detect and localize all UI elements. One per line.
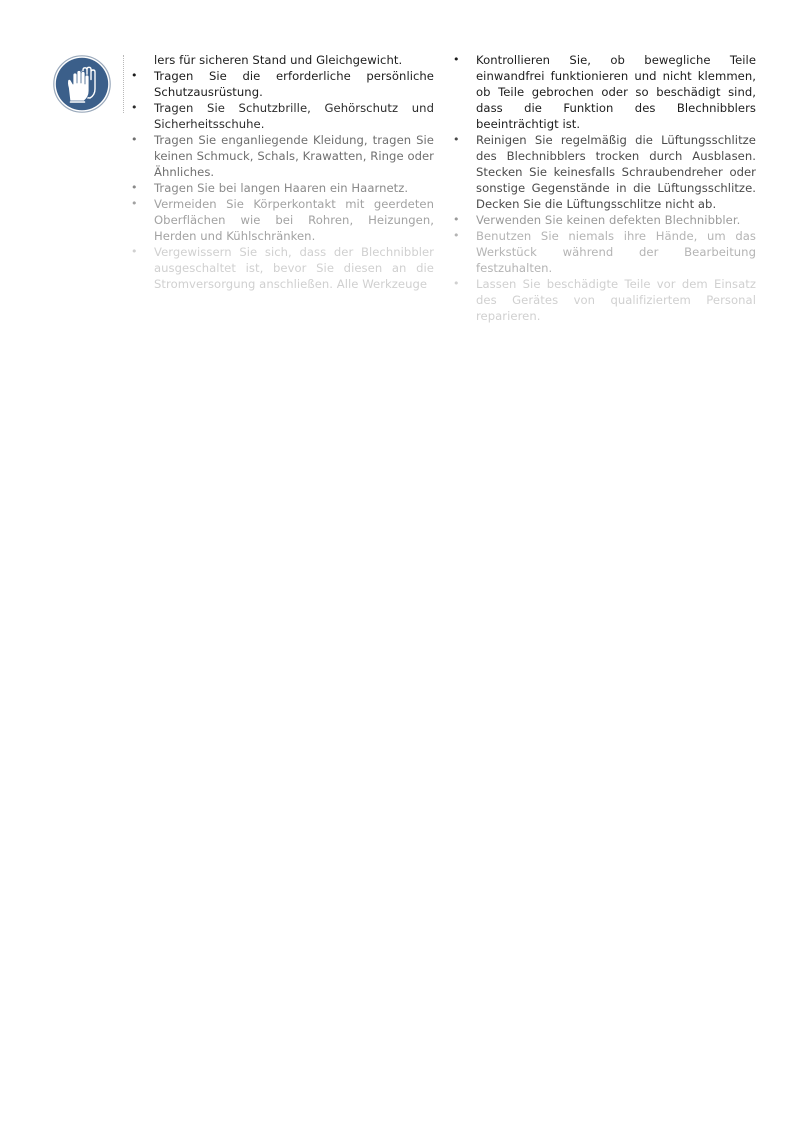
list-item-text: Vermeiden Sie Körperkontakt mit geerdeten Oberflächen wie bei Rohren, Heizungen, Herden und Kühlschränken. [154, 197, 434, 243]
list-item [154, 180, 434, 196]
left-column [154, 52, 434, 292]
list-item [154, 244, 434, 292]
list-item [476, 228, 756, 276]
list-item [476, 212, 756, 228]
list-item [154, 132, 434, 180]
list-item-text: Verwenden Sie keinen defekten Blechnibbler. [476, 213, 741, 227]
list-item-text: lers für sicheren Stand und Gleichgewicht. [154, 53, 403, 67]
list-item-text: Tragen Sie Schutzbrille, Gehörschutz und Sicherheitsschuhe. [154, 101, 434, 131]
list-item [476, 132, 756, 212]
list-item [476, 52, 756, 132]
list-item-text: Kontrollieren Sie, ob bewegliche Teile einwandfrei funktionieren und nicht klemmen, ob Teile gebrochen oder so beschädigt sind, dass die Funktion des Blechnibblers beeinträchtigt ist. [476, 53, 756, 131]
right-column [476, 52, 756, 324]
list-item-text: Tragen Sie enganliegende Kleidung, tragen Sie keinen Schmuck, Schals, Krawatten, Ringe oder Ähnliches. [154, 133, 434, 179]
list-item-text: Lassen Sie beschädigte Teile vor dem Einsatz des Gerätes von qualifiziertem Personal reparieren. [476, 277, 756, 323]
list-item [154, 68, 434, 100]
list-item-text: Reinigen Sie regelmäßig die Lüftungsschlitze des Blechnibblers trocken durch Ausblasen. Stecken Sie keinesfalls Schraubendreher oder sonstige Gegenstände in die Lüftungsschlitze. Decken Sie die Lüftungsschlitze nicht ab. [476, 133, 756, 211]
list-item-continuation [154, 52, 434, 68]
list-item-text: Tragen Sie die erforderliche persönliche Schutzausrüstung. [154, 69, 434, 99]
list-item [154, 196, 434, 244]
left-list [154, 52, 434, 292]
list-item [476, 276, 756, 324]
list-item-text: Vergewissern Sie sich, dass der Blechnibbler ausgeschaltet ist, bevor Sie diesen an die Stromversorgung anschließen. Alle Werkzeuge [154, 245, 434, 291]
list-item-text: Benutzen Sie niemals ihre Hände, um das Werkstück während der Bearbeitung festzuhalten. [476, 229, 756, 275]
list-item [154, 100, 434, 132]
list-item-text: Tragen Sie bei langen Haaren ein Haarnetz. [154, 181, 409, 195]
text-area [0, 0, 794, 323]
right-list [476, 52, 756, 324]
